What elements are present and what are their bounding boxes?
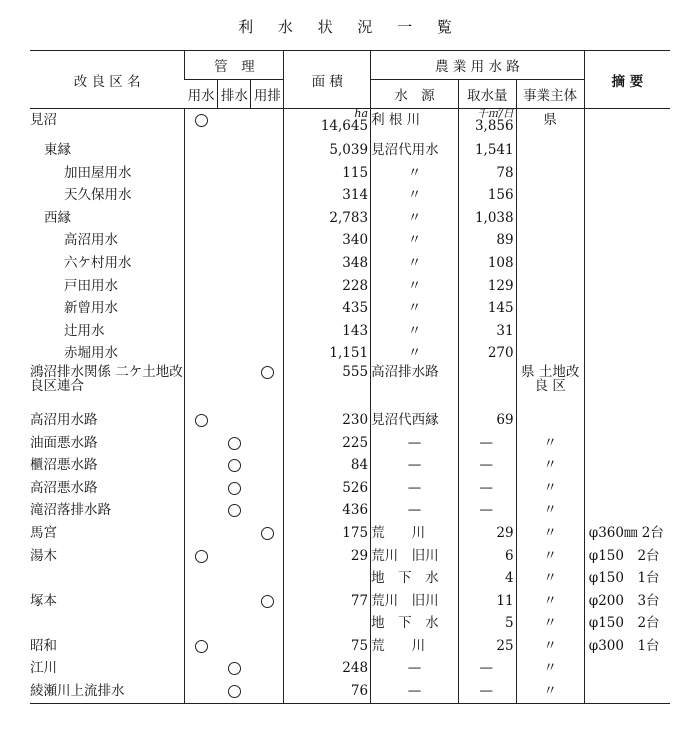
row-source: 利 根 川 — [371, 109, 459, 140]
mgmt-use-cell — [185, 252, 218, 275]
row-note — [584, 252, 670, 275]
header-use: 用水 — [185, 80, 218, 109]
row-note — [584, 409, 670, 432]
row-body — [516, 252, 584, 275]
mgmt-use-cell — [185, 109, 218, 140]
mgmt-use-cell — [185, 432, 218, 455]
row-area: 175 — [284, 522, 371, 545]
table-row — [30, 229, 670, 252]
table-row — [30, 297, 670, 320]
row-body: 〃 — [516, 590, 584, 613]
row-name: 辻用水 — [64, 322, 105, 339]
table-row — [30, 499, 670, 522]
row-intake: — — [458, 657, 516, 680]
row-body — [516, 162, 584, 185]
row-note — [584, 207, 670, 230]
row-intake: 6 — [458, 545, 516, 568]
row-area-value: 14,645 — [320, 118, 369, 134]
row-area: 248 — [284, 657, 371, 680]
row-note — [584, 499, 670, 522]
mgmt-both-cell — [251, 680, 284, 703]
table-row — [30, 184, 670, 207]
row-intake: — — [458, 680, 516, 703]
mgmt-drain-cell — [218, 657, 251, 680]
mgmt-use-cell — [185, 275, 218, 298]
table-row — [30, 252, 670, 275]
table-row — [30, 590, 670, 613]
row-name: 高沼悪水路 — [30, 479, 98, 496]
area-unit: ha — [354, 107, 369, 120]
mgmt-use-cell — [185, 320, 218, 343]
row-name: 鴻沼排水関係 二ケ土地改良区連合 — [30, 363, 183, 394]
row-body: 県 — [516, 109, 584, 140]
row-note — [584, 320, 670, 343]
table-row — [30, 409, 670, 432]
mgmt-both-cell — [251, 229, 284, 252]
table-row — [30, 365, 670, 409]
row-source: — — [371, 432, 459, 455]
mgmt-both-cell — [251, 342, 284, 365]
circle-mark-icon — [261, 595, 274, 608]
mgmt-use-cell — [185, 184, 218, 207]
row-body — [516, 207, 584, 230]
table-body — [30, 109, 670, 704]
row-body: 〃 — [516, 657, 584, 680]
row-area: 340 — [284, 229, 371, 252]
row-note: φ150 2台 — [584, 545, 670, 568]
header-management: 管 理 — [185, 51, 284, 80]
table-row — [30, 612, 670, 635]
mgmt-drain-cell — [218, 545, 251, 568]
mgmt-drain-cell — [218, 612, 251, 635]
row-note — [584, 275, 670, 298]
circle-mark-icon — [228, 662, 241, 675]
row-body: 〃 — [516, 612, 584, 635]
mgmt-drain-cell — [218, 590, 251, 613]
row-note — [584, 365, 670, 409]
table-row — [30, 432, 670, 455]
row-intake: 89 — [458, 229, 516, 252]
mgmt-drain-cell — [218, 680, 251, 703]
row-source: 荒 川 — [371, 635, 459, 658]
row-area — [284, 612, 371, 635]
mgmt-drain-cell — [218, 365, 251, 409]
row-name: 戸田用水 — [64, 277, 118, 294]
mgmt-use-cell — [185, 545, 218, 568]
mgmt-drain-cell — [218, 229, 251, 252]
mgmt-drain-cell — [218, 109, 251, 140]
row-area: 29 — [284, 545, 371, 568]
row-source: — — [371, 657, 459, 680]
row-note — [584, 342, 670, 365]
row-note — [584, 109, 670, 140]
mgmt-both-cell — [251, 139, 284, 162]
table-row — [30, 454, 670, 477]
mgmt-use-cell — [185, 477, 218, 500]
row-source: — — [371, 499, 459, 522]
row-note — [584, 657, 670, 680]
circle-mark-icon — [195, 414, 208, 427]
mgmt-both-cell — [251, 522, 284, 545]
mgmt-drain-cell — [218, 207, 251, 230]
row-source: 見沼代用水 — [371, 139, 459, 162]
row-body: 〃 — [516, 499, 584, 522]
row-intake — [458, 109, 516, 140]
mgmt-drain-cell — [218, 275, 251, 298]
row-intake: 11 — [458, 590, 516, 613]
row-body — [516, 139, 584, 162]
mgmt-drain-cell — [218, 409, 251, 432]
row-area: 225 — [284, 432, 371, 455]
mgmt-use-cell — [185, 567, 218, 590]
row-body — [516, 297, 584, 320]
row-source: 〃 — [371, 229, 459, 252]
row-source: 荒川 旧川 — [371, 590, 459, 613]
mgmt-drain-cell — [218, 342, 251, 365]
mgmt-both-cell — [251, 590, 284, 613]
mgmt-use-cell — [185, 657, 218, 680]
row-source: — — [371, 477, 459, 500]
header-body: 事業主体 — [516, 80, 584, 109]
table-row — [30, 139, 670, 162]
mgmt-drain-cell — [218, 522, 251, 545]
mgmt-both-cell — [251, 477, 284, 500]
mgmt-drain-cell — [218, 184, 251, 207]
mgmt-drain-cell — [218, 499, 251, 522]
row-source: — — [371, 680, 459, 703]
mgmt-use-cell — [185, 229, 218, 252]
row-note — [584, 229, 670, 252]
row-area: 436 — [284, 499, 371, 522]
header-source: 水 源 — [371, 80, 459, 109]
intake-unit: 千㎥/日 — [476, 107, 514, 120]
row-intake: 1,038 — [458, 207, 516, 230]
mgmt-use-cell — [185, 409, 218, 432]
row-area: 348 — [284, 252, 371, 275]
header-intake: 取水量 — [458, 80, 516, 109]
row-area: 5,039 — [284, 139, 371, 162]
row-area: 526 — [284, 477, 371, 500]
circle-mark-icon — [195, 114, 208, 127]
row-source: 〃 — [371, 184, 459, 207]
row-name: 馬宮 — [30, 524, 57, 541]
row-name — [30, 612, 185, 635]
table-row — [30, 320, 670, 343]
mgmt-both-cell — [251, 545, 284, 568]
row-name: 見沼 — [30, 112, 57, 128]
row-area: 314 — [284, 184, 371, 207]
row-source: 高沼排水路 — [371, 365, 459, 409]
mgmt-both-cell — [251, 252, 284, 275]
row-name: 昭和 — [30, 637, 57, 654]
row-name: 櫃沼悪水路 — [30, 457, 98, 474]
table-row — [30, 207, 670, 230]
circle-mark-icon — [195, 550, 208, 563]
row-body: 〃 — [516, 432, 584, 455]
row-area: 1,151 — [284, 342, 371, 365]
row-note: φ150 2台 — [584, 612, 670, 635]
mgmt-use-cell — [185, 297, 218, 320]
row-intake: 145 — [458, 297, 516, 320]
header-name: 改 良 区 名 — [30, 51, 185, 109]
circle-mark-icon — [228, 459, 241, 472]
table-row — [30, 477, 670, 500]
row-intake — [458, 365, 516, 409]
row-note — [584, 680, 670, 703]
table-row — [30, 109, 670, 140]
row-name: 江川 — [30, 660, 57, 677]
mgmt-both-cell — [251, 432, 284, 455]
row-body: 〃 — [516, 522, 584, 545]
row-area — [284, 567, 371, 590]
circle-mark-icon — [195, 640, 208, 653]
row-source: 荒 川 — [371, 522, 459, 545]
header-drain: 排水 — [218, 80, 251, 109]
row-source: 〃 — [371, 252, 459, 275]
mgmt-drain-cell — [218, 252, 251, 275]
mgmt-use-cell — [185, 342, 218, 365]
row-source: 〃 — [371, 320, 459, 343]
circle-mark-icon — [228, 482, 241, 495]
row-intake: 78 — [458, 162, 516, 185]
row-intake: 5 — [458, 612, 516, 635]
row-source: 地 下 水 — [371, 612, 459, 635]
row-name: 新曾用水 — [64, 300, 118, 317]
mgmt-both-cell — [251, 499, 284, 522]
table-row — [30, 657, 670, 680]
row-area: 84 — [284, 454, 371, 477]
circle-mark-icon — [228, 504, 241, 517]
circle-mark-icon — [261, 366, 274, 379]
row-area: 435 — [284, 297, 371, 320]
row-intake: — — [458, 499, 516, 522]
row-body: 県 土地改良 区 — [516, 365, 584, 409]
table-row — [30, 275, 670, 298]
row-intake: — — [458, 477, 516, 500]
row-intake: 25 — [458, 635, 516, 658]
page-title: 利 水 状 況 一 覧 — [238, 18, 462, 36]
mgmt-drain-cell — [218, 454, 251, 477]
row-source: 〃 — [371, 297, 459, 320]
row-intake: 156 — [458, 184, 516, 207]
row-note — [584, 184, 670, 207]
mgmt-both-cell — [251, 454, 284, 477]
row-intake: 108 — [458, 252, 516, 275]
header-both: 用排 — [251, 80, 284, 109]
header-note: 摘 要 — [584, 51, 670, 109]
row-intake: 4 — [458, 567, 516, 590]
row-intake: 270 — [458, 342, 516, 365]
row-note: φ300 1台 — [584, 635, 670, 658]
row-name: 西縁 — [44, 209, 71, 226]
row-area: 76 — [284, 680, 371, 703]
mgmt-both-cell — [251, 297, 284, 320]
row-area: 75 — [284, 635, 371, 658]
row-body: 〃 — [516, 680, 584, 703]
row-source: 見沼代西縁 — [371, 409, 459, 432]
row-body: 〃 — [516, 454, 584, 477]
mgmt-both-cell — [251, 207, 284, 230]
table-row — [30, 635, 670, 658]
row-body — [516, 320, 584, 343]
mgmt-drain-cell — [218, 432, 251, 455]
row-note — [584, 454, 670, 477]
mgmt-drain-cell — [218, 320, 251, 343]
row-name: 湯木 — [30, 547, 57, 564]
mgmt-drain-cell — [218, 139, 251, 162]
row-note — [584, 477, 670, 500]
mgmt-use-cell — [185, 139, 218, 162]
mgmt-both-cell — [251, 275, 284, 298]
row-name: 油面悪水路 — [30, 434, 98, 451]
mgmt-use-cell — [185, 522, 218, 545]
row-body — [516, 275, 584, 298]
row-area: 2,783 — [284, 207, 371, 230]
row-body: 〃 — [516, 477, 584, 500]
row-body — [516, 342, 584, 365]
row-source: 〃 — [371, 162, 459, 185]
table-row — [30, 342, 670, 365]
table-row — [30, 522, 670, 545]
mgmt-use-cell — [185, 680, 218, 703]
row-intake: 69 — [458, 409, 516, 432]
row-body — [516, 229, 584, 252]
mgmt-use-cell — [185, 454, 218, 477]
row-intake: — — [458, 432, 516, 455]
row-body: 〃 — [516, 567, 584, 590]
header-area: 面 積 — [284, 51, 371, 109]
mgmt-drain-cell — [218, 635, 251, 658]
mgmt-both-cell — [251, 320, 284, 343]
water-use-table — [30, 50, 670, 704]
row-note — [584, 297, 670, 320]
row-area: 228 — [284, 275, 371, 298]
mgmt-both-cell — [251, 184, 284, 207]
mgmt-use-cell — [185, 365, 218, 409]
row-name: 高沼用水路 — [30, 411, 98, 428]
row-area — [284, 109, 371, 140]
row-source: 〃 — [371, 342, 459, 365]
row-source: 〃 — [371, 275, 459, 298]
row-name: 東縁 — [44, 142, 71, 158]
row-body — [516, 409, 584, 432]
row-area: 115 — [284, 162, 371, 185]
row-source: — — [371, 454, 459, 477]
row-intake: — — [458, 454, 516, 477]
row-intake: 29 — [458, 522, 516, 545]
mgmt-both-cell — [251, 365, 284, 409]
circle-mark-icon — [261, 527, 274, 540]
row-note — [584, 162, 670, 185]
header-agri-waterway: 農 業 用 水 路 — [371, 51, 585, 80]
row-name — [30, 567, 185, 590]
row-note — [584, 139, 670, 162]
row-note: φ150 1台 — [584, 567, 670, 590]
mgmt-drain-cell — [218, 162, 251, 185]
mgmt-use-cell — [185, 590, 218, 613]
circle-mark-icon — [228, 685, 241, 698]
row-source: 地 下 水 — [371, 567, 459, 590]
row-note — [584, 432, 670, 455]
table-row — [30, 162, 670, 185]
table-row — [30, 567, 670, 590]
row-name: 天久保用水 — [64, 187, 132, 204]
row-name: 六ケ村用水 — [64, 254, 132, 271]
mgmt-use-cell — [185, 635, 218, 658]
mgmt-use-cell — [185, 207, 218, 230]
mgmt-use-cell — [185, 612, 218, 635]
table-row — [30, 545, 670, 568]
row-note: φ360㎜ 2台 — [584, 522, 670, 545]
row-body: 〃 — [516, 635, 584, 658]
mgmt-both-cell — [251, 109, 284, 140]
row-name: 赤堀用水 — [64, 345, 118, 362]
mgmt-drain-cell — [218, 567, 251, 590]
row-area: 230 — [284, 409, 371, 432]
row-intake-value: 3,856 — [474, 118, 514, 134]
circle-mark-icon — [228, 437, 241, 450]
row-name: 高沼用水 — [64, 232, 118, 249]
mgmt-both-cell — [251, 567, 284, 590]
row-name: 塚本 — [30, 592, 57, 609]
row-intake: 31 — [458, 320, 516, 343]
table-row — [30, 680, 670, 703]
mgmt-drain-cell — [218, 297, 251, 320]
mgmt-both-cell — [251, 635, 284, 658]
row-body: 〃 — [516, 545, 584, 568]
row-area: 555 — [284, 365, 371, 409]
row-source: 〃 — [371, 207, 459, 230]
mgmt-both-cell — [251, 657, 284, 680]
row-intake: 1,541 — [458, 139, 516, 162]
row-area: 143 — [284, 320, 371, 343]
row-source: 荒川 旧川 — [371, 545, 459, 568]
row-note: φ200 3台 — [584, 590, 670, 613]
mgmt-both-cell — [251, 162, 284, 185]
mgmt-both-cell — [251, 409, 284, 432]
mgmt-drain-cell — [218, 477, 251, 500]
row-name: 加田屋用水 — [64, 164, 132, 181]
row-area: 77 — [284, 590, 371, 613]
row-intake: 129 — [458, 275, 516, 298]
row-name: 滝沼落排水路 — [30, 502, 111, 519]
mgmt-use-cell — [185, 499, 218, 522]
mgmt-use-cell — [185, 162, 218, 185]
mgmt-both-cell — [251, 612, 284, 635]
row-name: 綾瀬川上流排水 — [30, 680, 185, 703]
row-body — [516, 184, 584, 207]
